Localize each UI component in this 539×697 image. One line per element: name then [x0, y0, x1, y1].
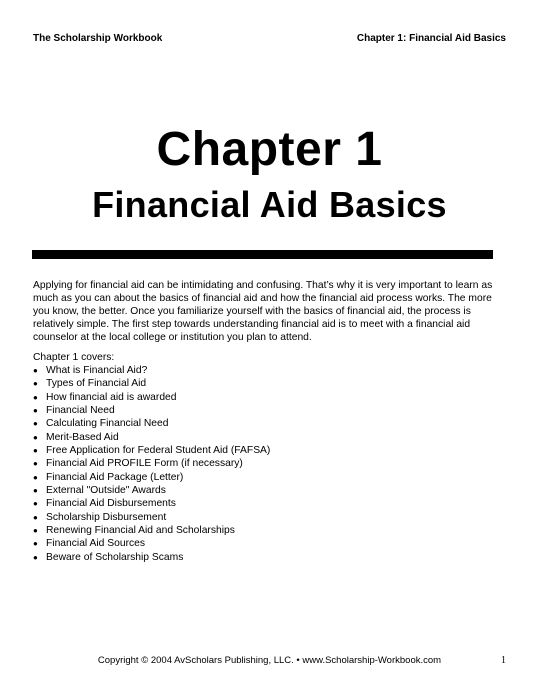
covers-heading: Chapter 1 covers:: [33, 352, 115, 363]
list-item-text: Merit-Based Aid: [46, 431, 119, 443]
bullet-icon: ●: [33, 379, 38, 389]
list-item-text: Renewing Financial Aid and Scholarships: [46, 524, 235, 536]
list-item: [33, 484, 270, 497]
list-item-text: What is Financial Aid?: [46, 365, 148, 376]
intro-paragraph: Applying for financial aid can be intimidating and confusing. That’s why it is very important to learn as much as you can about the basics of financial aid and how the financial aid process works. The more you know, the better. Once you familiarize yourself with the basics of financial aid, the process is relatively simple. The first step towards understanding financial aid is to meet with a financial aid counselor at the local college or institution you plan to attend.: [33, 280, 493, 343]
bullet-icon: ●: [33, 405, 38, 415]
list-item: [33, 391, 270, 404]
chapter-title-heading: Financial Aid Basics: [92, 184, 447, 225]
list-item-text: Scholarship Disbursement: [46, 511, 167, 523]
topic-list: [33, 364, 270, 564]
running-head-chapter: Chapter 1: Financial Aid Basics: [356, 33, 506, 44]
list-item: [33, 497, 270, 510]
list-item-text: Financial Aid PROFILE Form (if necessary): [46, 458, 243, 470]
list-item: [33, 431, 270, 444]
bullet-icon: ●: [33, 525, 38, 535]
bullet-icon: ●: [33, 392, 38, 402]
list-item: [33, 524, 270, 537]
bullet-icon: ●: [33, 485, 38, 495]
chapter-number-heading: Chapter 1: [156, 123, 383, 176]
footer-copyright: Copyright © 2004 AvScholars Publishing, LLC. • www.Scholarship-Workbook.com: [97, 655, 442, 666]
list-item: [33, 377, 270, 390]
list-item: [33, 364, 270, 377]
list-item: [33, 404, 270, 417]
page-number: 1: [501, 655, 506, 666]
list-item: [33, 511, 270, 524]
bullet-icon: ●: [33, 499, 38, 509]
list-item-text: Free Application for Federal Student Aid (FAFSA): [46, 444, 271, 456]
list-item-text: Financial Aid Package (Letter): [46, 471, 184, 483]
bullet-icon: ●: [33, 539, 38, 549]
bullet-icon: ●: [33, 419, 38, 429]
list-item-text: External "Outside" Awards: [46, 484, 166, 496]
title-divider-rule: [32, 250, 493, 259]
list-item: [33, 444, 270, 457]
list-item: [33, 417, 270, 430]
bullet-icon: ●: [33, 445, 38, 455]
list-item-text: How financial aid is awarded: [46, 391, 177, 403]
list-item: [33, 551, 270, 564]
list-item-text: Financial Need: [46, 404, 115, 416]
list-item-text: Calculating Financial Need: [46, 418, 169, 430]
list-item-text: Types of Financial Aid: [46, 378, 147, 390]
list-item: [33, 457, 270, 470]
bullet-icon: ●: [33, 459, 38, 469]
bullet-icon: ●: [33, 512, 38, 522]
bullet-icon: ●: [33, 432, 38, 442]
list-item-text: Beware of Scholarship Scams: [46, 551, 184, 563]
list-item: [33, 537, 270, 550]
running-head-book-title: The Scholarship Workbook: [33, 33, 163, 44]
list-item-text: Financial Aid Disbursements: [46, 498, 176, 510]
bullet-icon: ●: [33, 552, 38, 562]
bullet-icon: ●: [33, 366, 38, 375]
list-item: [33, 471, 270, 484]
list-item-text: Financial Aid Sources: [46, 538, 146, 550]
bullet-icon: ●: [33, 472, 38, 482]
